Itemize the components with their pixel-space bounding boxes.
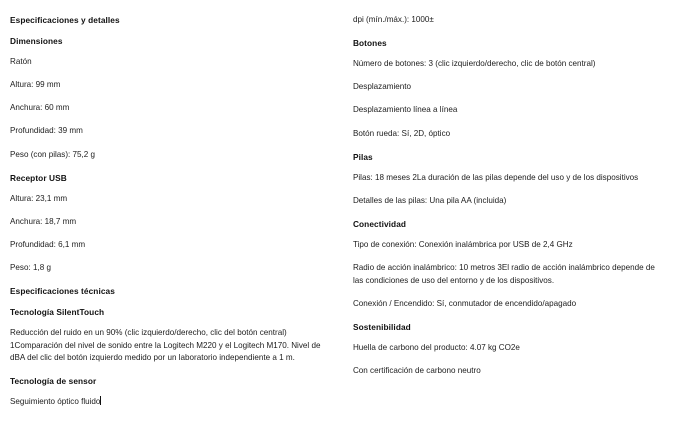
- section-botones: [353, 37, 667, 140]
- spec-line: Conexión / Encendido: Sí, conmutador de encendido/apagado: [352, 298, 577, 308]
- spec-line: Anchura: 18,7 mm: [10, 216, 77, 226]
- section-conectividad: [353, 218, 667, 310]
- section-silenttouch: [10, 306, 331, 364]
- spec-line: Desplazamiento línea a línea: [352, 105, 458, 115]
- section-heading: Especificaciones técnicas: [10, 286, 115, 297]
- section-receptor-usb: [10, 172, 331, 275]
- spec-paragraph: Pilas: 18 meses 2La duración de las pilas depende del uso y de los dispositivos: [352, 172, 639, 182]
- section-heading: Tecnología SilentTouch: [10, 307, 105, 318]
- spec-line: Detalles de las pilas: Una pila AA (incluida): [352, 196, 507, 206]
- spec-line: Altura: 23,1 mm: [10, 193, 68, 203]
- spec-line: dpi (mín./máx.): 1000±: [352, 15, 434, 24]
- spec-line: Tipo de conexión: Conexión inalámbrica por USB de 2,4 GHz: [352, 240, 573, 250]
- page-title: Especificaciones y detalles: [10, 15, 120, 25]
- section-tecnologia-sensor: [10, 375, 331, 408]
- right-column: [343, 14, 667, 388]
- spec-paragraph: Reducción del ruido en un 90% (clic izquierdo/derecho, clic del botón central) 1Comparación del nivel de sonido entre la Logitech M220 y el Logitech M170. Nivel de dBA del clic del botón izquierdo medido por un laboratorio independiente a 1 m.: [10, 328, 321, 362]
- section-dpi: [353, 14, 667, 26]
- spec-line: Profundidad: 39 mm: [10, 126, 83, 136]
- section-heading: Receptor USB: [10, 172, 67, 183]
- spec-line: Botón rueda: Sí, 2D, óptico: [352, 128, 451, 138]
- section-heading: Conectividad: [352, 219, 407, 230]
- section-sostenibilidad: [353, 321, 667, 377]
- spec-line: Peso (con pilas): 75,2 g: [10, 149, 96, 159]
- spec-paragraph: Radio de acción inalámbrico: 10 metros 3El radio de acción inalámbrico depende de las condiciones de uso del entorno y de los dispositivos.: [352, 263, 655, 285]
- spec-line: Ratón: [10, 57, 32, 67]
- spec-line: [10, 396, 331, 408]
- spec-line: Peso: 1,8 g: [10, 263, 51, 273]
- section-heading: Sostenibilidad: [352, 322, 411, 333]
- spec-line: Huella de carbono del producto: 4.07 kg CO2e: [352, 343, 520, 353]
- section-heading: Pilas: [352, 151, 373, 162]
- spec-text: Seguimiento óptico fluido: [10, 397, 101, 407]
- spec-line: Desplazamiento: [352, 82, 411, 92]
- spec-line: Anchura: 60 mm: [10, 103, 70, 113]
- section-heading: Dimensiones: [10, 36, 63, 47]
- left-column: [10, 14, 343, 419]
- section-heading: Botones: [352, 38, 387, 49]
- spec-line: Profundidad: 6,1 mm: [10, 240, 86, 250]
- section-especificaciones-tecnicas: [10, 285, 331, 297]
- section-heading: Tecnología de sensor: [10, 376, 97, 387]
- section-dimensiones: [10, 35, 331, 161]
- spec-line: Con certificación de carbono neutro: [352, 366, 481, 376]
- section-pilas: [353, 151, 667, 207]
- spec-line: Número de botones: 3 (clic izquierdo/derecho, clic de botón central): [352, 59, 596, 69]
- text-cursor: [100, 396, 101, 405]
- spec-line: Altura: 99 mm: [10, 80, 61, 90]
